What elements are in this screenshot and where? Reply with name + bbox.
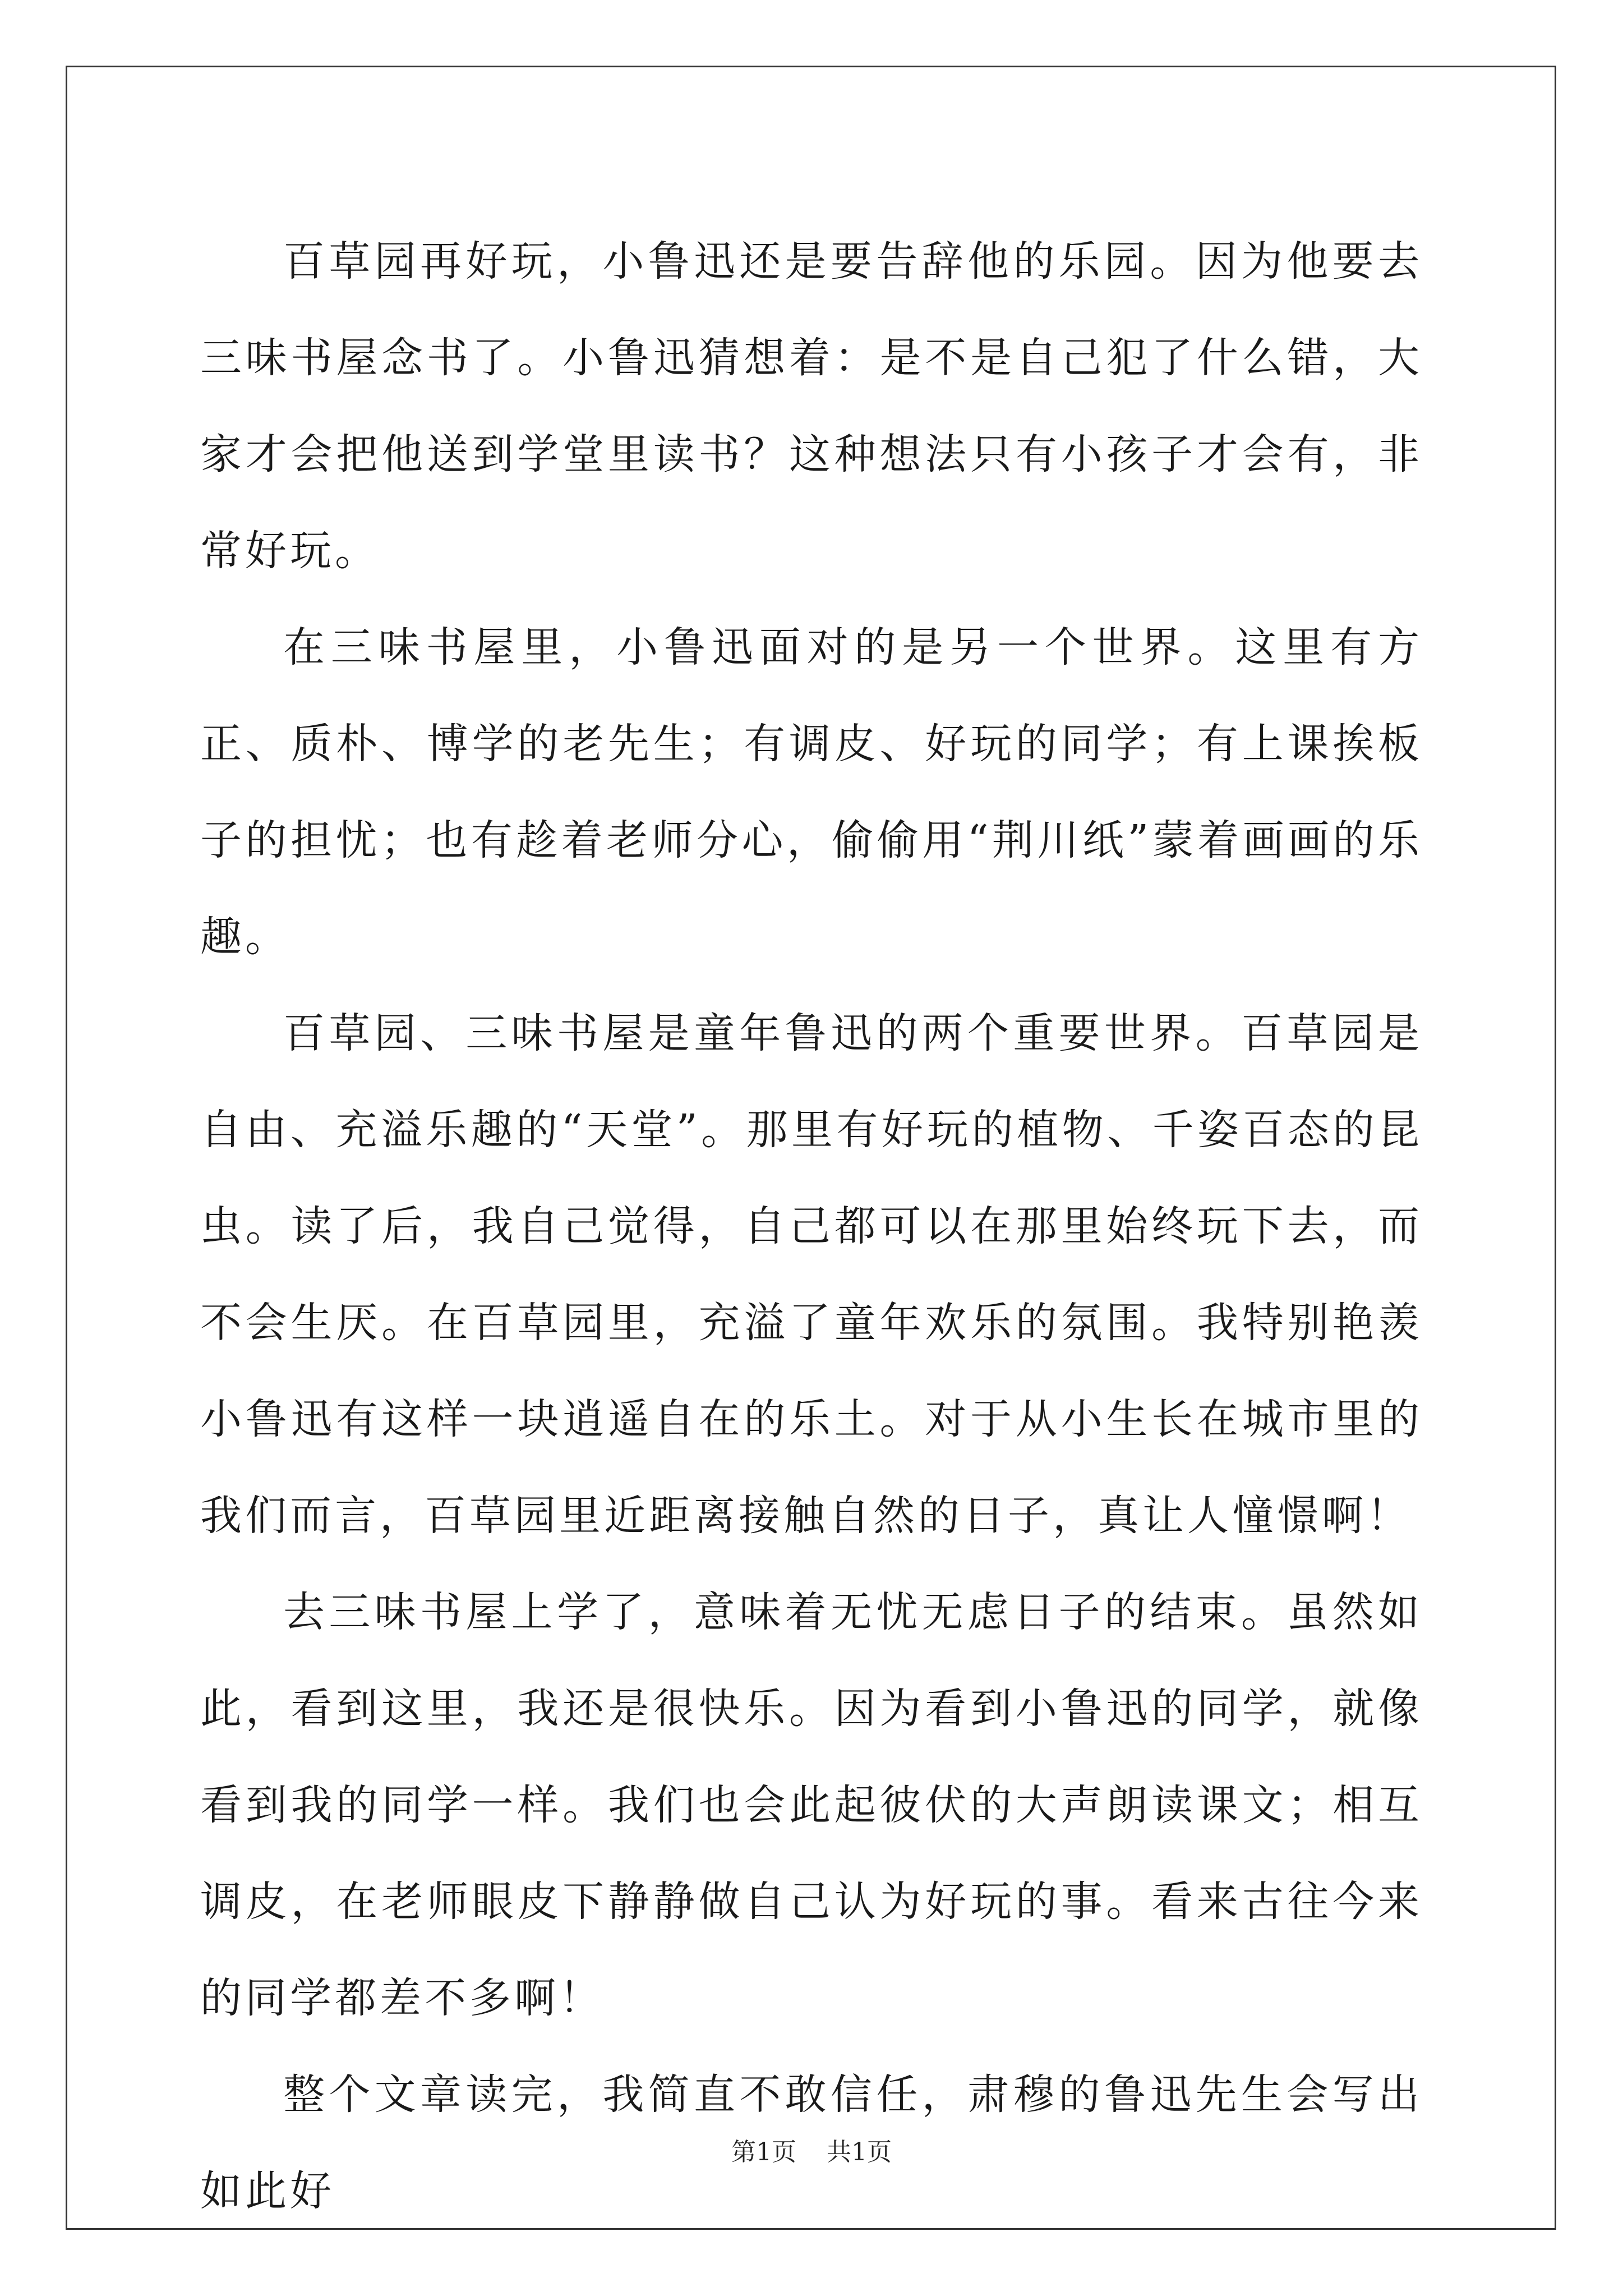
paragraph-2: 在三味书屋里，小鲁迅面对的是另一个世界。这里有方正、质朴、博学的老先生；有调皮、好玩的同学；有上课挨板子的担忧；也有趁着老师分心，偷偷用“荆川纸”蒙着画画的乐趣。 — [200, 623, 1423, 961]
page-footer — [0, 2132, 1623, 2168]
paragraph-1: 百草园再好玩，小鲁迅还是要告辞他的乐园。因为他要去三味书屋念书了。小鲁迅猜想着：是不是自己犯了什么错，大家才会把他送到学堂里读书？这种想法只有小孩子才会有，非常好玩。 — [200, 237, 1423, 575]
paragraph-5: 整个文章读完，我简直不敢信任，肃穆的鲁迅先生会写出如此好 — [200, 2070, 1423, 2215]
paragraph-3: 百草园、三味书屋是童年鲁迅的两个重要世界。百草园是自由、充溢乐趣的“天堂”。那里有好玩的植物、千姿百态的昆虫。读了后，我自己觉得，自己都可以在那里始终玩下去，而不会生厌。在百草园里，充溢了童年欢乐的氛围。我特别艳羡小鲁迅有这样一块逍遥自在的乐土。对于从小生长在城市里的我们而言，百草园里近距离接触自然的日子，真让人憧憬啊！ — [200, 1009, 1423, 1540]
paragraph-4: 去三味书屋上学了，意味着无忧无虑日子的结束。虽然如此，看到这里，我还是很快乐。因为看到小鲁迅的同学，就像看到我的同学一样。我们也会此起彼伏的大声朗读课文；相互调皮，在老师眼皮下静静做自己认为好玩的事。看来古往今来的同学都差不多啊！ — [200, 1588, 1423, 2022]
page-number: 第1页 — [731, 2138, 796, 2166]
document-body — [200, 213, 1423, 2239]
page-total: 共1页 — [827, 2138, 892, 2166]
